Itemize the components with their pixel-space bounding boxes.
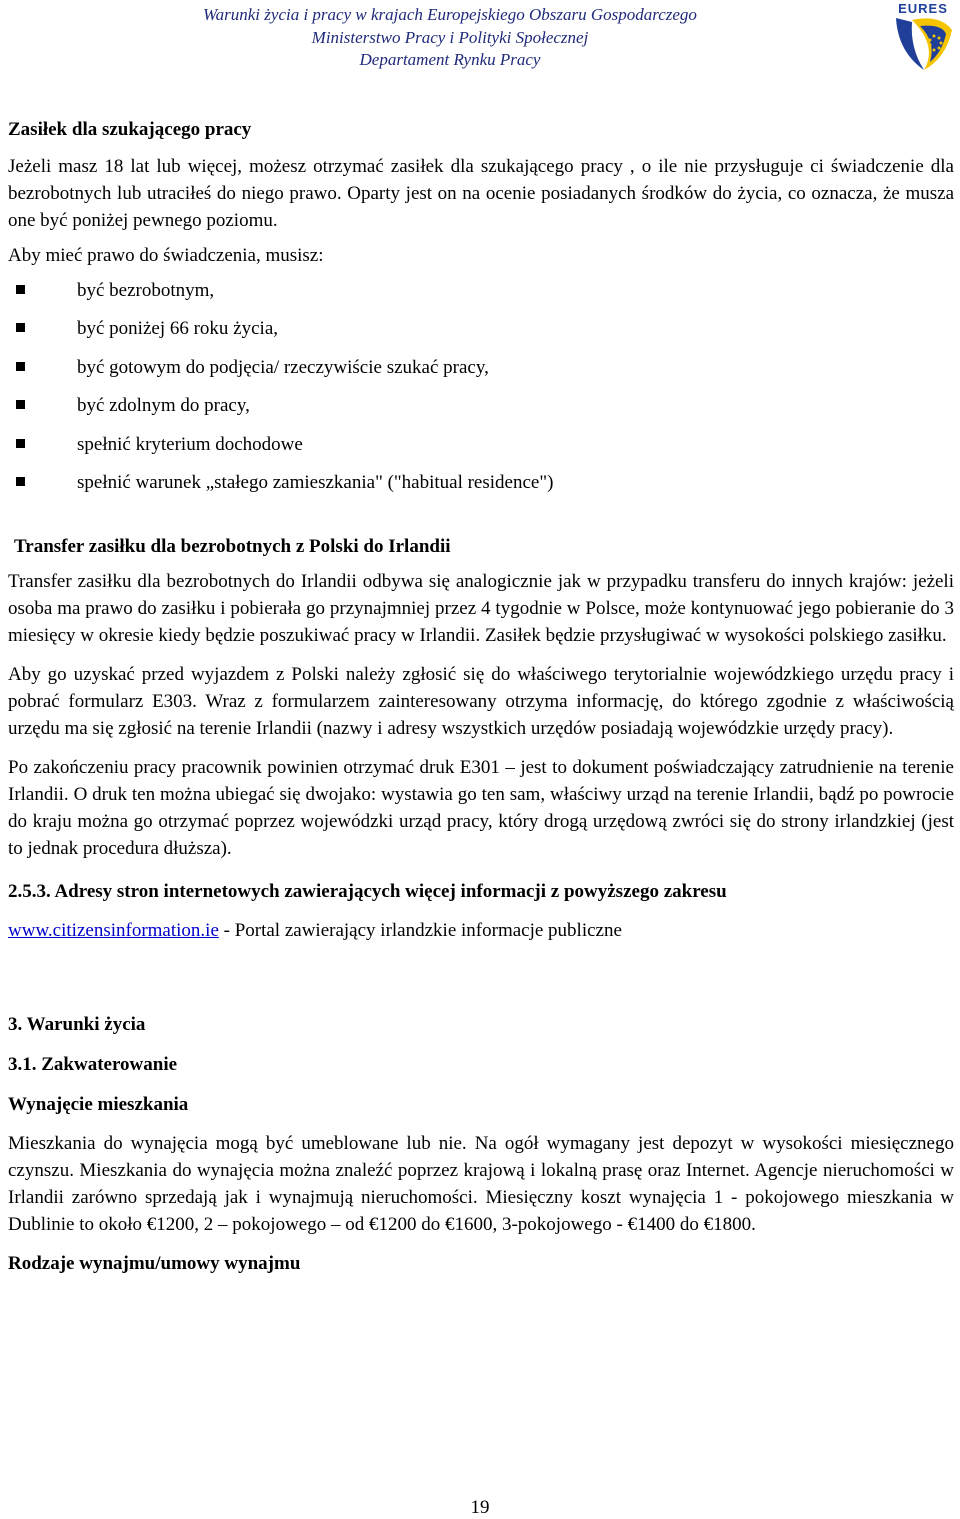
paragraph-transfer-2: Aby go uzyskać przed wyjazdem z Polski należy zgłosić się do właściwego terytorialnie wojewódzkiego urzędu pracy i pobrać formularz E303. Wraz z formularzem zainteresowany otrzyma informację, do którego zgodnie z właściwością urzędu ma się zgłosić na terenie Irlandii (nazwy i adresy wszystkich urzędów posiadają wojewódzkie urzędy pracy). bbox=[8, 664, 954, 740]
document-body bbox=[8, 110, 954, 1277]
eures-logo bbox=[890, 0, 956, 72]
paragraph-jobseeker-intro: Jeżeli masz 18 lat lub więcej, możesz otrzymać zasiłek dla szukającego pracy , o ile nie przysługuje ci świadczenie dla bezrobotnych lub utraciłeś do niego prawo. Oparty jest on na ocenie posiadanych środków do życia, co oznacza, że musza one być poniżej pewnego poziomu. bbox=[8, 156, 954, 231]
header-line-1: Warunki życia i pracy w krajach Europejskiego Obszaru Gospodarczego bbox=[203, 5, 697, 24]
section-title-renting: Wynajęcie mieszkania bbox=[8, 1094, 189, 1116]
paragraph-transfer-3: Po zakończeniu pracy pracownik powinien otrzymać druk E301 – jest to dokument poświadczający zatrudnienie na terenie Irlandii. O druk ten można ubiegać się dwojako: wystawia go ten sam, właściwy urząd na terenie Irlandii, bądź po powrocie do kraju można go otrzymać poprzez wojewódzki urząd pracy, który drogą urzędową zwróci się do strony irlandzkiej (jest to jednak procedura dłuższa). bbox=[8, 757, 954, 860]
section-title-websites: 2.5.3. Adresy stron internetowych zawierających więcej informacji z powyższego zakresu bbox=[8, 881, 727, 903]
square-bullet-icon bbox=[16, 477, 25, 486]
eligibility-list bbox=[8, 272, 954, 502]
square-bullet-icon bbox=[16, 400, 25, 409]
list-item: być poniżej 66 roku życia, bbox=[8, 310, 954, 348]
header-line-2: Ministerstwo Pracy i Polityki Społecznej bbox=[311, 27, 589, 47]
section-title-jobseeker-allowance: Zasiłek dla szukającego pracy bbox=[8, 119, 252, 140]
paragraph-renting: Mieszkania do wynajęcia mogą być umeblowane lub nie. Na ogół wymagany jest depozyt w wysokości miesięcznego czynszu. Mieszkania do wynajęcia można znaleźć poprzez krajową i lokalną prasę oraz Internet. Agencje nieruchomości w Irlandii zarówno sprzedają jak i wynajmują nieruchomości. Miesięczny koszt wynajęcia 1 - pokojowego mieszkania w Dublinie to około €1200, 2 – pokojowego – od €1200 do €1600, 3-pokojowego - €1400 do €1800. bbox=[8, 1133, 954, 1236]
page-number: 19 bbox=[470, 1497, 490, 1518]
list-item: być bezrobotnym, bbox=[8, 272, 954, 310]
document-header bbox=[0, 4, 960, 72]
square-bullet-icon bbox=[16, 323, 25, 332]
list-item: spełnić warunek „stałego zamieszkania" ("habitual residence") bbox=[8, 464, 954, 502]
square-bullet-icon bbox=[16, 285, 25, 294]
paragraph-website-link bbox=[8, 917, 954, 944]
section-title-accommodation: 3.1. Zakwaterowanie bbox=[8, 1054, 178, 1076]
square-bullet-icon bbox=[16, 362, 25, 371]
header-line-3: Departament Rynku Pracy bbox=[359, 50, 541, 69]
section-title-living-conditions: 3. Warunki życia bbox=[8, 1014, 146, 1036]
section-title-rental-types: Rodzaje wynajmu/umowy wynajmu bbox=[8, 1253, 301, 1275]
link-description: - Portal zawierający irlandzkie informacje publiczne bbox=[218, 920, 622, 942]
list-item: spełnić kryterium dochodowe bbox=[8, 426, 954, 464]
paragraph-eligibility-intro: Aby mieć prawo do świadczenia, musisz: bbox=[8, 245, 324, 266]
citizensinformation-link[interactable]: www.citizensinformation.ie bbox=[8, 920, 219, 942]
list-item: być gotowym do podjęcia/ rzeczywiście szukać pracy, bbox=[8, 349, 954, 387]
paragraph-transfer-1: Transfer zasiłku dla bezrobotnych do Irlandii odbywa się analogicznie jak w przypadku transferu do innych krajów: jeżeli osoba ma prawo do zasiłku i pobierała go przynajmniej przez 4 tygodnie w Polsce, może kontynuować jego pobieranie do 3 miesięcy w okresie kiedy będzie poszukiwać pracy w Irlandii. Zasiłek będzie przysługiwać w wysokości polskiego zasiłku. bbox=[8, 571, 954, 647]
section-title-transfer: Transfer zasiłku dla bezrobotnych z Polski do Irlandii bbox=[14, 536, 451, 558]
square-bullet-icon bbox=[16, 439, 25, 448]
list-item: być zdolnym do pracy, bbox=[8, 387, 954, 425]
eures-logo-text: EURES bbox=[898, 1, 948, 16]
